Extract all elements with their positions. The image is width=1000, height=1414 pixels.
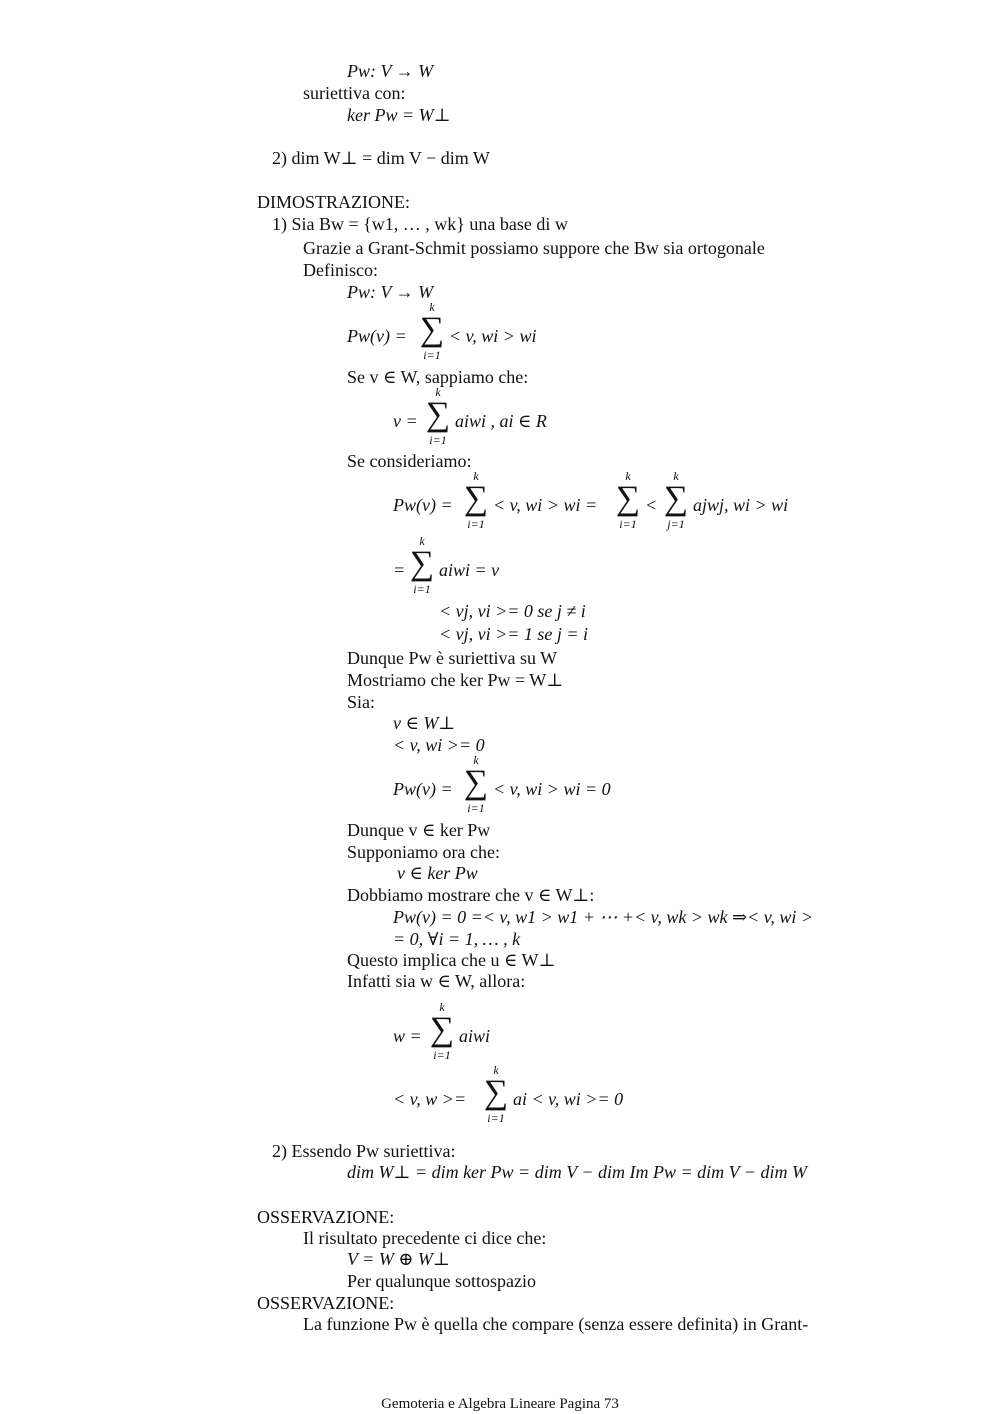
text-line: ker Pw = W⊥: [347, 105, 451, 125]
text-line: Il risultato precedente ci dice che:: [303, 1228, 547, 1248]
text-line: < vj, vi >= 0 se j ≠ i: [439, 601, 586, 621]
sum-upper-limit: k: [625, 469, 631, 483]
text-line: Per qualunque sottospazio: [347, 1271, 536, 1291]
text-line: Mostriamo che ker Pw = W⊥: [347, 670, 564, 690]
text-line: Pw(v) = 0 =< v, w1 > w1 + ⋯ +< v, wk > wk ⇒< v, wi >: [393, 907, 813, 927]
formula-rhs: ajwj, wi > wi: [693, 495, 789, 515]
sum-lower-limit: i=1: [423, 348, 441, 362]
summation-formula: < v, w >= k ∑ i=1 ai < v, wi >= 0: [393, 1063, 624, 1125]
sum-lower-limit: i=1: [487, 1111, 505, 1125]
formula-lhs: =: [393, 560, 406, 580]
summation-formula: Pw(v) = k ∑ i=1 < v, wi > wi: [347, 300, 537, 362]
text-line: Pw: V → W: [347, 282, 434, 302]
sum-lower-limit: i=1: [467, 801, 485, 815]
text-line: < v, wi >= 0: [393, 735, 485, 755]
sum-lower-limit: j=1: [667, 517, 685, 531]
sum-upper-limit: k: [673, 469, 679, 483]
section-heading: OSSERVAZIONE:: [257, 1207, 395, 1227]
sum-upper-limit: k: [473, 753, 479, 767]
sum-lower-limit: i=1: [413, 582, 431, 596]
text-line: Se v ∈ W, sappiamo che:: [347, 367, 529, 387]
text-line: v ∈ W⊥: [393, 713, 456, 733]
formula-lhs: Pw(v) =: [393, 495, 453, 515]
sum-lower-limit: i=1: [467, 517, 485, 531]
summation-formula: w = k ∑ i=1 aiwi: [393, 1000, 491, 1062]
item-1: 1) Sia Bw = {w1, … , wk} una base di w: [272, 214, 568, 234]
sum-upper-limit: k: [419, 534, 425, 548]
sum-upper-limit: k: [473, 469, 479, 483]
text-line: Se consideriamo:: [347, 451, 472, 471]
sum-upper-limit: k: [493, 1063, 499, 1077]
formula-rhs: ai < v, wi >= 0: [513, 1089, 624, 1109]
formula-bracket: <: [645, 495, 658, 515]
text-line: Questo implica che u ∈ W⊥: [347, 950, 556, 970]
formula-lhs: < v, w >=: [393, 1089, 467, 1109]
sum-lower-limit: i=1: [433, 1048, 451, 1062]
formula-lhs: Pw(v) =: [347, 326, 407, 346]
formula-rhs: aiwi , ai ∈ R: [455, 411, 547, 431]
text-line: Pw: V → W: [347, 61, 434, 81]
sum-lower-limit: i=1: [619, 517, 637, 531]
formula-rhs: < v, wi > wi: [449, 326, 537, 346]
text-line: dim W⊥ = dim ker Pw = dim V − dim Im Pw = dim V − dim W: [347, 1162, 807, 1182]
summation-formula: Pw(v) = k ∑ i=1 < v, wi > wi = 0: [393, 753, 611, 815]
sum-upper-limit: k: [429, 300, 435, 314]
item-2: 2) Essendo Pw suriettiva:: [272, 1141, 456, 1161]
formula-rhs: aiwi: [459, 1026, 491, 1046]
formula-rhs: aiwi = v: [439, 560, 500, 580]
formula-lhs: v =: [393, 411, 418, 431]
formula-middle: < v, wi > wi =: [493, 495, 598, 515]
text-line: Sia:: [347, 692, 376, 712]
formula-lhs: w =: [393, 1026, 422, 1046]
sum-lower-limit: i=1: [429, 433, 447, 447]
text-line: Supponiamo ora che:: [347, 842, 500, 862]
text-line: La funzione Pw è quella che compare (senza essere definita) in Grant-: [303, 1314, 809, 1334]
text-line: Dunque Pw è suriettiva su W: [347, 648, 558, 668]
text-line: Dobbiamo mostrare che v ∈ W⊥:: [347, 885, 595, 905]
text-line: Dunque v ∈ ker Pw: [347, 820, 491, 840]
text-line: Grazie a Grant-Schmit possiamo suppore che Bw sia ortogonale: [303, 238, 765, 258]
text-line: v ∈ ker Pw: [397, 863, 478, 883]
text-line: < vj, vi >= 1 se j = i: [439, 624, 589, 644]
item-2: 2) dim W⊥ = dim V − dim W: [272, 148, 490, 168]
page-footer: Gemoteria e Algebra Lineare Pagina 73: [381, 1396, 619, 1412]
formula-rhs: < v, wi > wi = 0: [493, 779, 611, 799]
summation-formula: v = k ∑ i=1 aiwi , ai ∈ R: [393, 385, 547, 447]
sum-upper-limit: k: [439, 1000, 445, 1014]
text-line: Definisco:: [303, 260, 378, 280]
text-line: = 0, ∀i = 1, … , k: [393, 929, 521, 949]
formula-lhs: Pw(v) =: [393, 779, 453, 799]
text-line: Infatti sia w ∈ W, allora:: [347, 971, 526, 991]
sum-upper-limit: k: [435, 385, 441, 399]
text-line: suriettiva con:: [303, 83, 406, 103]
section-heading: DIMOSTRAZIONE:: [257, 192, 410, 212]
summation-formula: Pw(v) = k ∑ i=1 < v, wi > wi = k ∑ i=1 < k ∑ j=1 ajwj, wi > wi: [393, 469, 789, 531]
text-line: V = W ⊕ W⊥: [347, 1249, 450, 1269]
section-heading: OSSERVAZIONE:: [257, 1293, 395, 1313]
summation-formula: = k ∑ i=1 aiwi = v: [393, 534, 500, 596]
